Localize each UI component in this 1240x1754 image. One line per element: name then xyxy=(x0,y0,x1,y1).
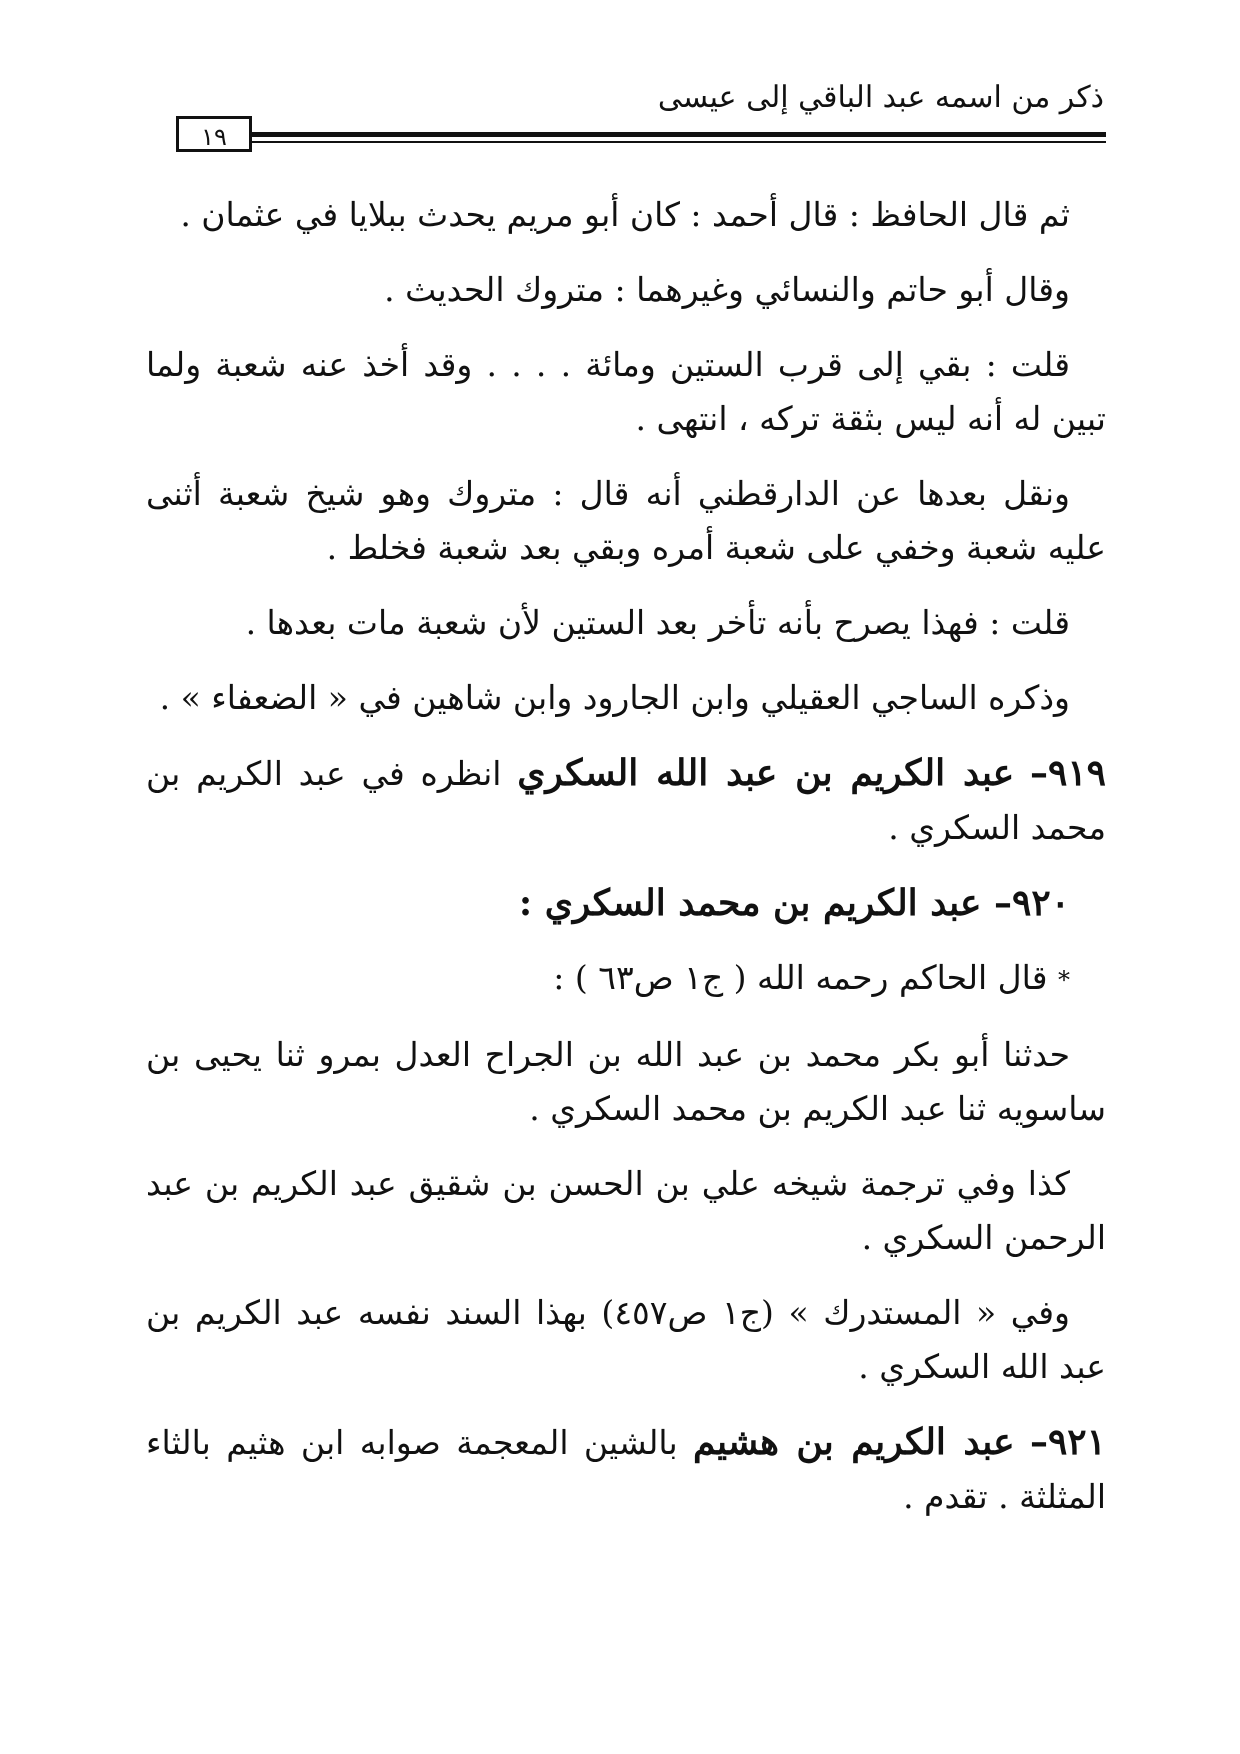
entry-dash: – xyxy=(1029,752,1048,794)
page-number: ١٩ xyxy=(176,116,252,152)
entry-name: عبد الكريم بن عبد الله السكري xyxy=(517,752,1015,794)
hakim-quote-intro xyxy=(146,951,1106,1007)
paragraph-mustadrak: وفي « المستدرك » (ج١ ص٤٥٧) بهذا السند نفسه عبد الكريم بن عبد الله السكري . xyxy=(146,1293,1106,1386)
entry-dash: – xyxy=(1029,1421,1048,1463)
paragraph-isnad: حدثنا أبو بكر محمد بن عبد الله بن الجراح العدل بمرو ثنا يحيى بن ساسويه ثنا عبد الكريم بن محمد السكري . xyxy=(146,1035,1106,1128)
paragraph-saji: وذكره الساجي العقيلي وابن الجارود وابن شاهين في « الضعفاء » . xyxy=(159,678,1070,717)
text-body xyxy=(146,188,1106,1545)
paragraph-daraqutni: ونقل بعدها عن الدارقطني أنه قال : متروك وهو شيخ شعبة أثنى عليه شعبة وخفي على شعبة أمره وبقي بعد شعبة فخلط . xyxy=(146,474,1106,567)
entry-number: ٩٢١ xyxy=(1047,1421,1106,1463)
quote-intro-text: قال الحاكم رحمه الله ( ج١ ص٦٣ ) : xyxy=(553,958,1048,997)
entry-text: بالشين المعجمة صوابه ابن هثيم بالثاء المثلثة . تقدم . xyxy=(146,1423,1106,1516)
paragraph-qultu-1: قلت : بقي إلى قرب الستين ومائة . . . . وقد أخذ عنه شعبة ولما تبين له أنه ليس بثقة تركه ، انتهى . xyxy=(146,345,1106,438)
entry-number: ٩١٩ xyxy=(1047,752,1106,794)
paragraph-abu-hatim: وقال أبو حاتم والنسائي وغيرهما : متروك الحديث . xyxy=(384,270,1070,309)
header-rule-thick xyxy=(252,132,1106,137)
entry-920-heading: ٩٢٠– عبد الكريم بن محمد السكري : xyxy=(518,882,1070,924)
header-rule-thin xyxy=(252,141,1106,143)
running-title: ذكر من اسمه عبد الباقي إلى عيسى xyxy=(657,80,1104,115)
paragraph-kadha: كذا وفي ترجمة شيخه علي بن الحسن بن شقيق عبد الكريم بن عبد الرحمن السكري . xyxy=(146,1164,1106,1257)
paragraph-ahmad-quote: ثم قال الحافظ : قال أحمد : كان أبو مريم يحدث ببلايا في عثمان . xyxy=(180,195,1070,234)
entry-text: انظره في عبد الكريم بن محمد السكري . xyxy=(146,754,1106,847)
entry-name: عبد الكريم بن هشيم xyxy=(693,1421,1015,1463)
star-icon: * xyxy=(1058,966,1070,994)
entry-921 xyxy=(146,1415,1106,1524)
paragraph-qultu-2: قلت : فهذا يصرح بأنه تأخر بعد الستين لأن شعبة مات بعدها . xyxy=(245,603,1070,642)
entry-919 xyxy=(146,746,1106,855)
